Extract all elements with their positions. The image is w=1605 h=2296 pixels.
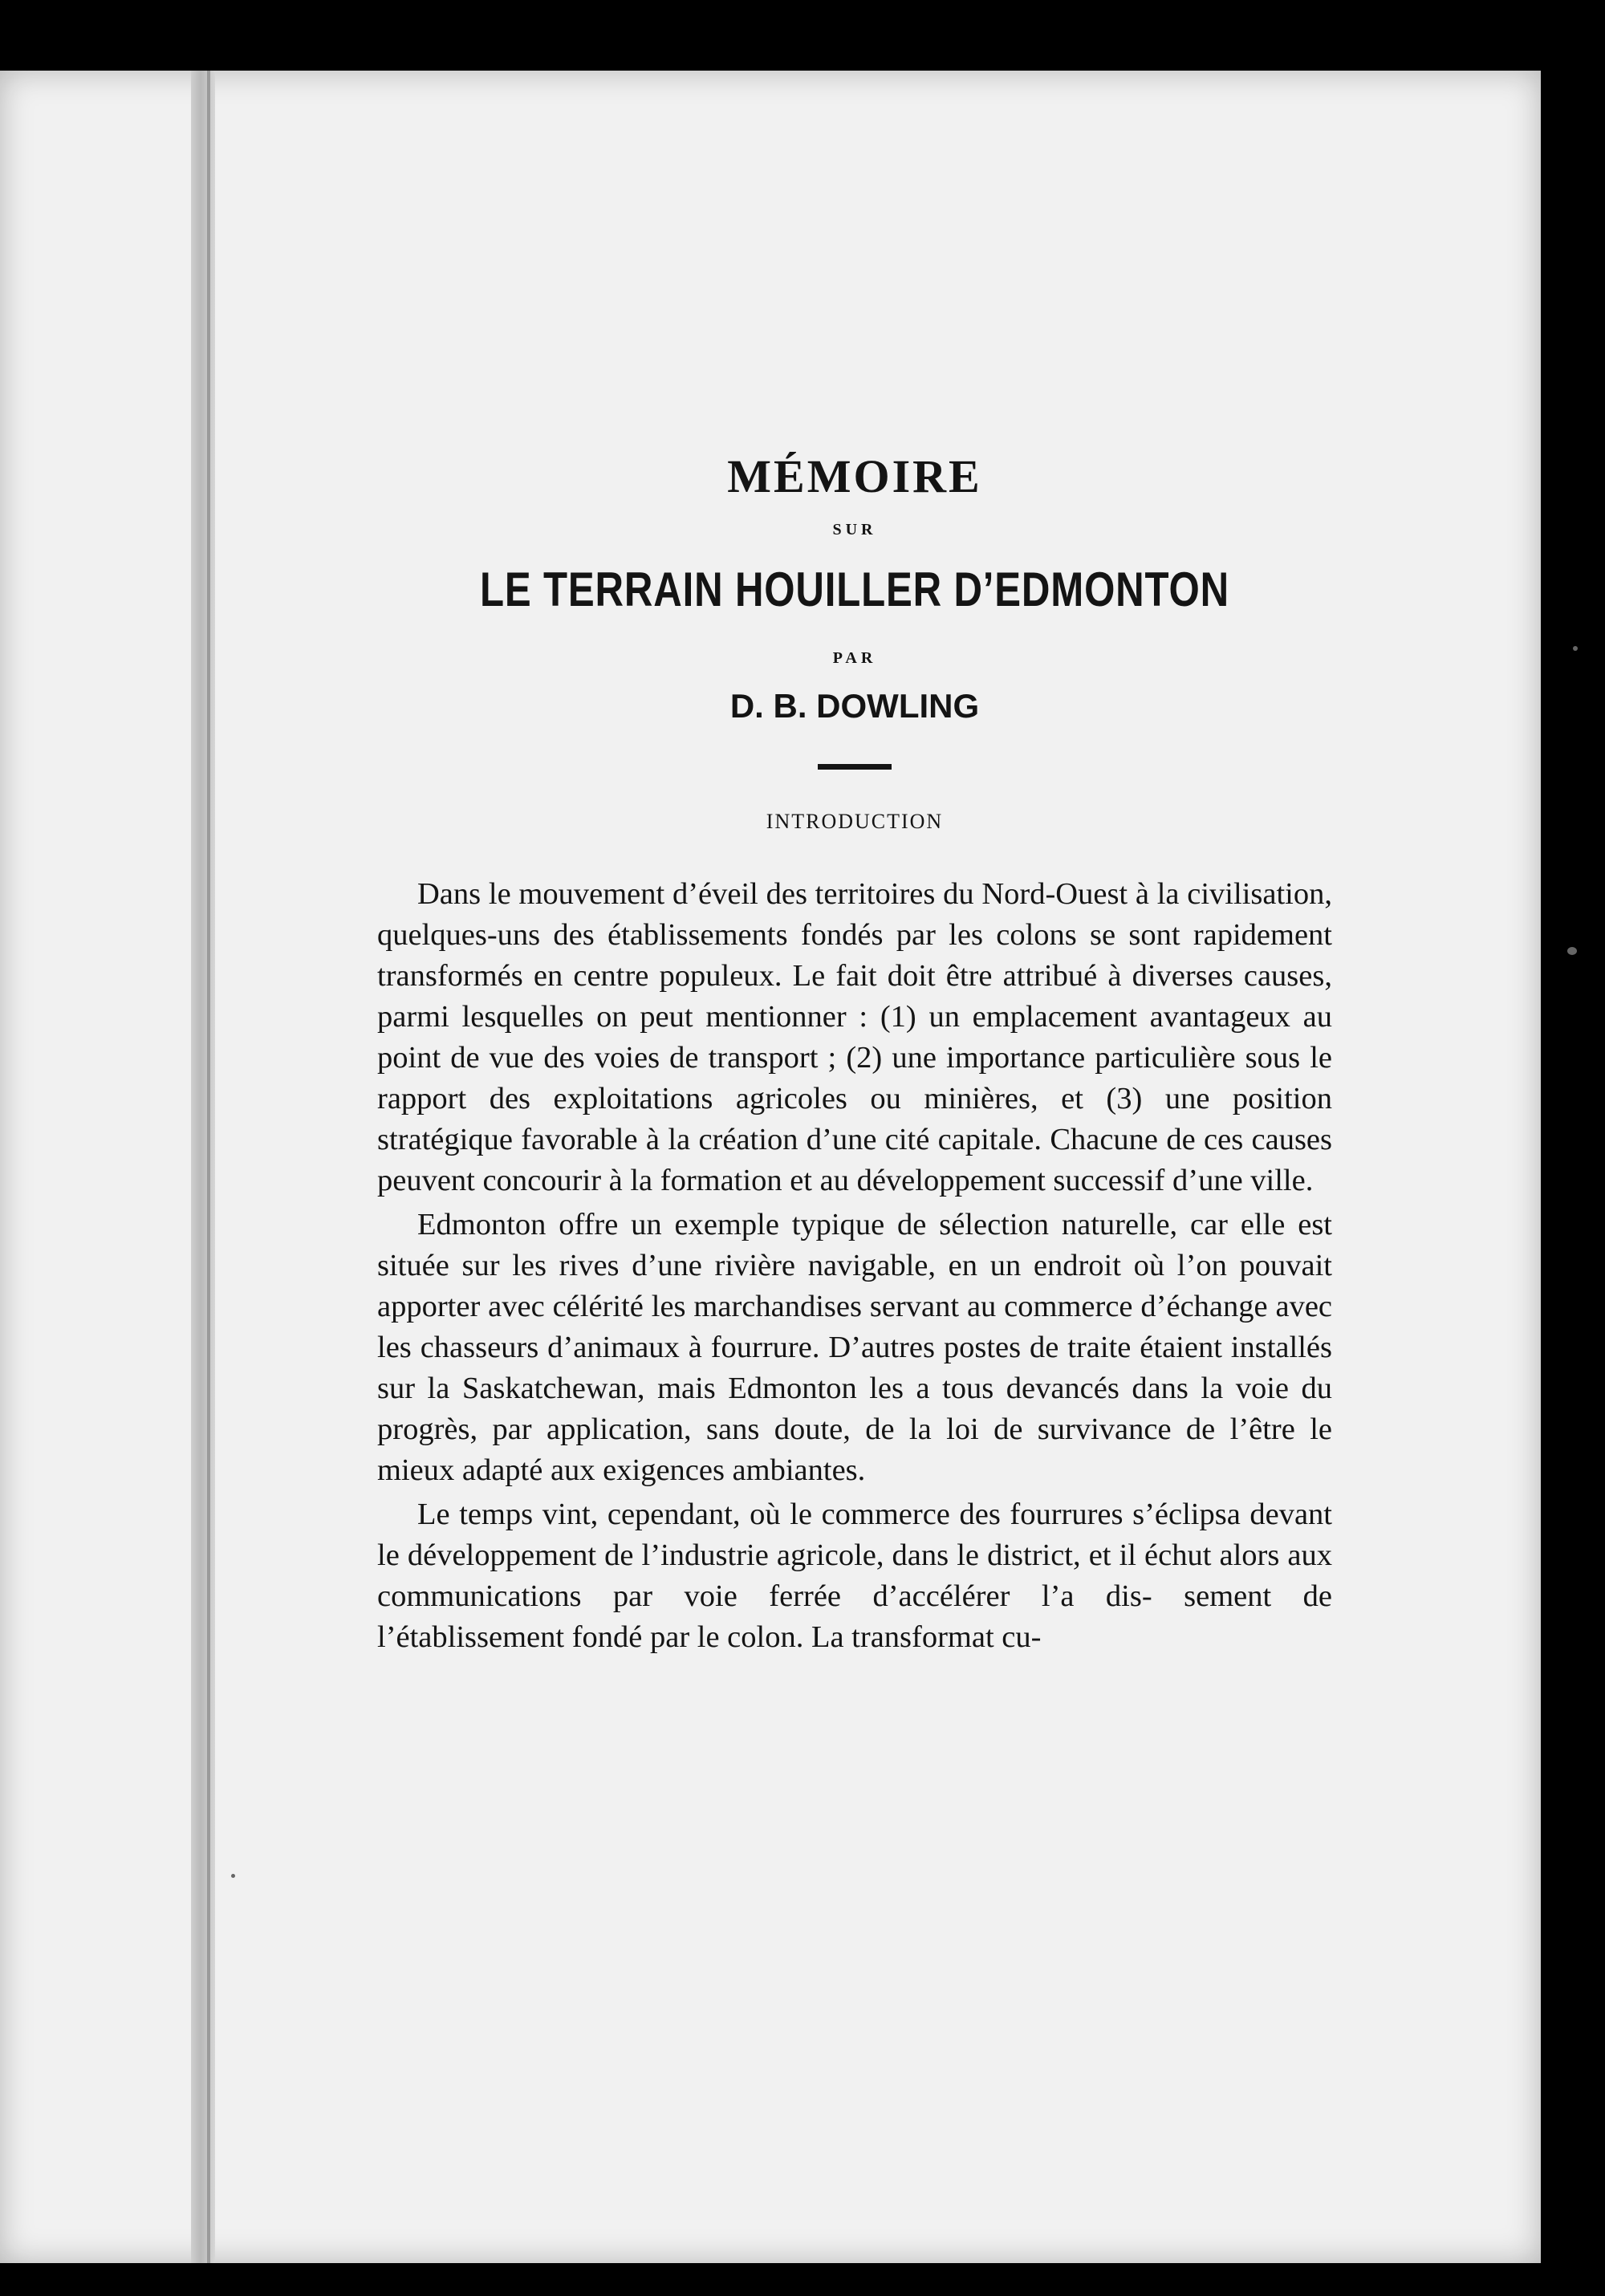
paragraph-2: Edmonton offre un exemple typique de sélection naturelle, car elle est située sur les rives d’une rivière navigable, en un endroit où l’on pouvait apporter avec célérité les marchandises servant au commerce d’échange avec les chasseurs d’animaux à fourrure. D’autres postes de traite étaient installés sur la Saskatchewan, mais Edmonton les a tous devancés dans la voie du progrès, par application, sans doute, de la loi de survivance de l’être le mieux adapté aux exigences ambiantes. (377, 1208, 1332, 1487)
title-memoire: MÉMOIRE (727, 450, 982, 502)
main-title: LE TERRAIN HOUILLER D’EDMONTON (480, 563, 1229, 616)
speck (231, 1874, 235, 1878)
section-heading: INTRODUCTION (766, 810, 944, 833)
speck (1573, 646, 1578, 651)
title-sur: SUR (832, 521, 877, 538)
author: D. B. DOWLING (729, 687, 980, 725)
title-rule (818, 764, 892, 770)
speck (1567, 947, 1577, 955)
document-body (377, 449, 1332, 1658)
fold-line (207, 71, 210, 2263)
title-par: PAR (832, 649, 877, 667)
paragraph-1: Dans le mouvement d’éveil des territoires du Nord-Ouest à la civilisation, quelques-uns des établissements fondés par les colons se sont rapidement transformés en centre populeux. Le fait doit être attribué à diverses causes, parmi lesquelles on peut mentionner : (1) un emplacement avantageux au point de vue des voies de transport ; (2) une importance particulière sous le rapport des exploitations agricoles ou minières, et (3) une position stratégique favorable à la création d’une cité capitale. Chacune de ces causes peuvent concourir à la formation et au développement successif d’une ville. (377, 877, 1332, 1197)
paragraph-3: Le temps vint, cependant, où le commerce des fourrures s’éclipsa devant le développement de l’industrie agricole, dans le district, et il échut alors aux communications par voie ferrée d’accélérer l’a dis- sement de l’établissement fondé par le colon. La transformat cu- (377, 1497, 1332, 1654)
page-gutter (191, 71, 215, 2263)
